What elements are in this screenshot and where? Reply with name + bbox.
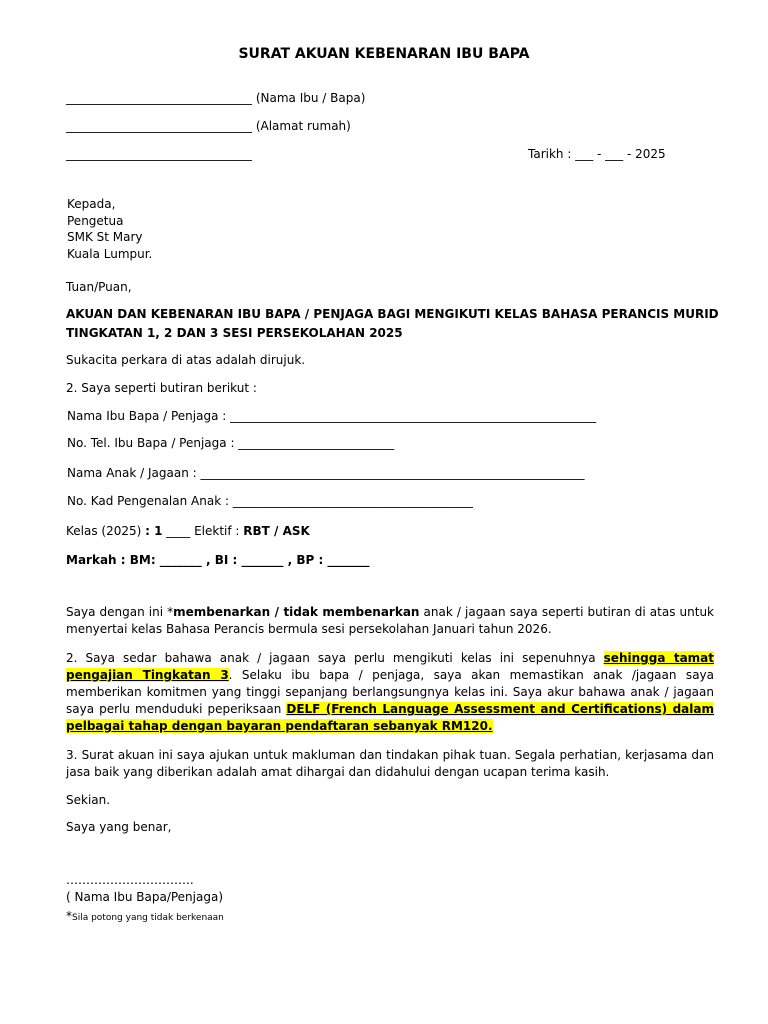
address-line-2[interactable]: _______________________________	[66, 147, 252, 161]
marks-field[interactable]: Markah : BM: _______ , BI : _______ , BP : _______	[66, 553, 370, 567]
subject-line-1: AKUAN DAN KEBENARAN IBU BAPA / PENJAGA BAGI MENGIKUTI KELAS BAHASA PERANCIS MURID	[66, 307, 719, 321]
address-line	[66, 120, 351, 133]
para2-mid: . Selaku ibu bapa / penjaga, saya akan memastikan anak /jagaan saya memberikan komitmen yang tinggi sepanjang berlangsungnya kelas ini. Saya akur bahawa anak / jagaan saya perlu menduduki peperiksaan	[66, 668, 714, 716]
recipient-line-3: SMK St Mary	[67, 230, 143, 244]
date-field[interactable]: Tarikh : ___ - ___ - 2025	[528, 147, 666, 161]
child-ic-field[interactable]: No. Kad Pengenalan Anak : ________________________________________	[67, 494, 473, 508]
footnote	[66, 906, 224, 924]
recipient-line-2: Pengetua	[67, 214, 124, 228]
paragraph-closing: 3. Surat akuan ini saya ajukan untuk makluman dan tindakan pihak tuan. Segala perhatian, kerjasama dan jasa baik yang diberikan adalah amat dihargai dan didahului dengan ucapan terima kasih.	[66, 748, 714, 779]
paragraph-permission	[66, 604, 714, 638]
signature-line[interactable]: …………………………..	[66, 873, 194, 887]
footnote-star: *	[66, 909, 72, 923]
class-label: Kelas (2025)	[66, 524, 146, 538]
para1-post: anak / jagaan saya seperti butiran di atas untuk menyertai kelas Bahasa Perancis bermula sesi persekolahan Januari tahun 2026.	[66, 605, 715, 636]
para2-highlight-2: DELF (French Language Assessment and Certifications) dalam pelbagai tahap dengan bayaran pendaftaran sebanyak RM120.	[66, 702, 714, 733]
address-blank[interactable]: _______________________________	[66, 119, 252, 133]
letter-title: SURAT AKUAN KEBENARAN IBU BAPA	[238, 46, 530, 62]
recipient-line-1: Kepada,	[67, 197, 116, 211]
address-label: (Alamat rumah)	[255, 119, 351, 133]
closing-signoff: Saya yang benar,	[66, 820, 172, 834]
class-value: : 1	[145, 524, 163, 538]
para1-option: membenarkan / tidak membenarkan	[173, 605, 420, 619]
footnote-text: Sila potong yang tidak berkenaan	[72, 913, 224, 923]
parent-name-field[interactable]: Nama Ibu Bapa / Penjaga : _____________________________________________________________	[67, 409, 597, 423]
para1-pre: Saya dengan ini *	[66, 605, 174, 619]
intro-text: Sukacita perkara di atas adalah dirujuk.	[66, 353, 306, 367]
class-blank: ____ Elektif :	[162, 524, 244, 538]
recipient-line-4: Kuala Lumpur.	[67, 247, 153, 261]
parent-phone-field[interactable]: No. Tel. Ibu Bapa / Penjaga : __________________________	[67, 436, 395, 450]
details-intro: 2. Saya seperti butiran berikut :	[66, 381, 257, 395]
parent-name-line	[66, 92, 365, 105]
salutation: Tuan/Puan,	[66, 280, 132, 294]
parent-name-blank[interactable]: _______________________________	[66, 91, 252, 105]
paragraph-commitment	[66, 650, 714, 735]
child-name-field[interactable]: Nama Anak / Jagaan : ________________________________________________________________	[67, 466, 585, 480]
para2-pre: 2. Saya sedar bahawa anak / jagaan saya perlu mengikuti kelas ini sepenuhnya	[66, 651, 604, 665]
elective-value: RBT / ASK	[243, 524, 310, 538]
closing-sekian: Sekian.	[66, 793, 111, 807]
para2-highlight-1: sehingga tamat pengajian Tingkatan 3	[66, 651, 715, 682]
subject-line-2: TINGKATAN 1, 2 DAN 3 SESI PERSEKOLAHAN 2025	[66, 326, 403, 340]
signature-label: ( Nama Ibu Bapa/Penjaga)	[66, 890, 223, 904]
parent-name-label: (Nama Ibu / Bapa)	[255, 91, 366, 105]
class-elective-line[interactable]	[66, 525, 310, 538]
